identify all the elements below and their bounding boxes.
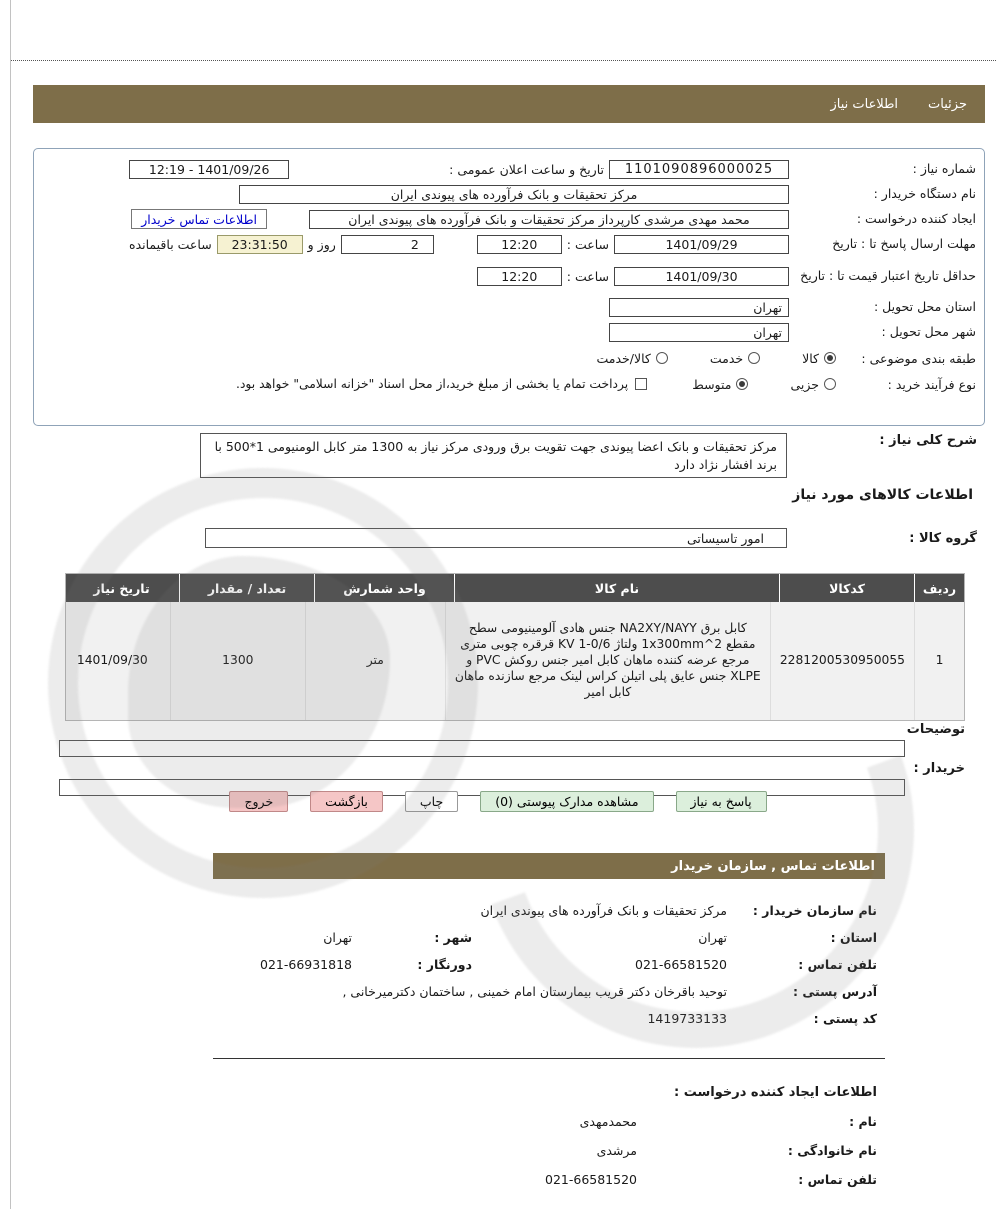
table-header-cell: نام کالا bbox=[454, 574, 779, 602]
radio-option[interactable] bbox=[710, 351, 760, 366]
table-cell-unit: متر bbox=[305, 602, 445, 720]
remaining-days-suffix: روز و bbox=[307, 236, 336, 252]
request-creator-row bbox=[42, 209, 976, 229]
reply-deadline-date-field[interactable]: 1401/09/29 bbox=[614, 235, 789, 254]
view-attachments-button[interactable]: مشاهده مدارک پیوستی (0) bbox=[480, 791, 653, 812]
goods-table bbox=[65, 573, 965, 721]
city-value: تهران bbox=[323, 930, 352, 945]
need-number-row bbox=[42, 159, 976, 179]
table-row bbox=[66, 602, 964, 720]
price-validity-row bbox=[42, 260, 976, 292]
reply-deadline-time-field[interactable]: 12:20 bbox=[477, 235, 562, 254]
process-type-row bbox=[42, 374, 976, 394]
countdown-timer: 23:31:50 bbox=[217, 235, 303, 254]
delivery-province-label: استان محل تحویل : bbox=[873, 299, 976, 315]
print-button[interactable]: چاپ bbox=[405, 791, 458, 812]
table-cell-qty: 1300 bbox=[170, 602, 305, 720]
org-name-value: مرکز تحقیقات و بانک فرآورده های پیوندی ایران bbox=[480, 903, 727, 918]
buyer-remarks-label: خریدار : bbox=[913, 761, 965, 776]
subject-class-row bbox=[42, 348, 976, 368]
province-value: تهران bbox=[698, 930, 727, 945]
back-button[interactable]: بازگشت bbox=[310, 791, 383, 812]
radio-label: کالا/خدمت bbox=[596, 350, 651, 366]
exit-button[interactable]: خروج bbox=[229, 791, 288, 812]
creator-phone-row bbox=[213, 1172, 885, 1187]
radio-icon[interactable] bbox=[656, 352, 668, 364]
table-cell-code: 2281200530950055 bbox=[770, 602, 914, 720]
creator-first-name-label: نام : bbox=[849, 1114, 877, 1129]
table-cell-row: 1 bbox=[914, 602, 964, 720]
announce-datetime-field[interactable]: 1401/09/26 - 12:19 bbox=[129, 160, 289, 179]
remaining-hours-label: ساعت باقیمانده bbox=[129, 236, 212, 252]
buyer-org-label: نام دستگاه خریدار : bbox=[873, 186, 976, 202]
radio-icon[interactable] bbox=[748, 352, 760, 364]
radio-label: کالا bbox=[802, 350, 819, 366]
subject-class-label: طبقه بندی موضوعی : bbox=[861, 350, 976, 366]
radio-icon[interactable] bbox=[824, 378, 836, 390]
remarks-label: توضیحات bbox=[906, 722, 965, 737]
city-label: شهر : bbox=[434, 930, 472, 945]
fax-label: دورنگار : bbox=[417, 957, 472, 972]
price-validity-time-label: ساعت : bbox=[566, 268, 609, 284]
table-header-cell: کدکالا bbox=[779, 574, 914, 602]
remarks-input[interactable] bbox=[59, 740, 905, 757]
left-border-line bbox=[10, 0, 11, 1209]
radio-label: خدمت bbox=[709, 350, 744, 366]
request-creator-label: ایجاد کننده درخواست : bbox=[856, 211, 976, 227]
reply-to-need-button[interactable]: پاسخ به نیاز bbox=[676, 791, 767, 812]
goods-table-header-row bbox=[66, 574, 964, 602]
address-value: توحید باقرخان دکتر قریب بیمارستان امام خمینی , ساختمان دکترمیرخانی , bbox=[342, 984, 727, 999]
goods-group-label: گروه کالا : bbox=[909, 530, 977, 546]
remaining-days-field: 2 bbox=[341, 235, 434, 254]
postal-code-label: کد پستی : bbox=[813, 1011, 877, 1026]
postal-code-value: 1419733133 bbox=[647, 1011, 727, 1026]
buyer-org-row bbox=[42, 184, 976, 204]
section-divider bbox=[213, 1058, 885, 1059]
creator-phone-label: تلفن تماس : bbox=[798, 1172, 877, 1187]
address-row bbox=[213, 984, 885, 999]
need-number-field[interactable]: 1101090896000025 bbox=[609, 160, 789, 179]
creator-first-name-value: محمدمهدی bbox=[579, 1114, 637, 1129]
process-type-label: نوع فرآیند خرید : bbox=[887, 376, 976, 392]
table-cell-need_date: 1401/09/30 bbox=[76, 653, 148, 667]
radio-option[interactable] bbox=[692, 377, 748, 392]
postal-code-row bbox=[213, 1011, 885, 1026]
radio-icon[interactable] bbox=[824, 352, 836, 364]
announce-datetime-label: تاریخ و ساعت اعلان عمومی : bbox=[449, 161, 604, 177]
creator-last-name-label: نام خانوادگی : bbox=[787, 1143, 877, 1158]
org-name-label: نام سازمان خریدار : bbox=[752, 903, 877, 918]
reply-deadline-row bbox=[42, 234, 976, 254]
radio-option[interactable] bbox=[802, 351, 836, 366]
delivery-city-label: شهر محل تحویل : bbox=[881, 324, 976, 340]
top-dotted-divider bbox=[11, 60, 996, 61]
province-city-row bbox=[213, 930, 885, 945]
radio-option[interactable] bbox=[596, 351, 667, 366]
creator-last-name-value: مرشدی bbox=[596, 1143, 637, 1158]
need-description-label: شرح کلی نیاز : bbox=[879, 433, 977, 448]
need-number-label: شماره نیاز : bbox=[912, 161, 976, 177]
radio-option[interactable] bbox=[790, 377, 836, 392]
goods-group-row bbox=[33, 528, 985, 548]
table-header-cell: واحد شمارش bbox=[314, 574, 454, 602]
buyer-contact-link[interactable]: اطلاعات تماس خریدار bbox=[131, 209, 267, 229]
process-type-options bbox=[650, 377, 836, 392]
table-header-cell: تاریخ نیاز bbox=[93, 580, 150, 596]
treasury-checkbox-label: پرداخت تمام یا بخشی از مبلغ خرید،از محل اسناد "خزانه اسلامی" خواهد بود. bbox=[236, 377, 629, 391]
action-buttons bbox=[0, 791, 996, 812]
tab-details[interactable]: جزئیات bbox=[928, 96, 967, 112]
price-validity-label: حداقل تاریخ اعتبار قیمت تا : تاریخ bbox=[800, 268, 976, 284]
buyer-org-field[interactable]: مرکز تحقیقات و بانک فرآورده های پیوندی ایران bbox=[239, 185, 789, 204]
price-validity-date-field[interactable]: 1401/09/30 bbox=[614, 267, 789, 286]
goods-group-field[interactable]: امور تاسیساتی bbox=[205, 528, 787, 548]
radio-label: متوسط bbox=[692, 376, 732, 392]
buyer-contact-section bbox=[213, 853, 885, 1187]
fax-value: 021-66931818 bbox=[260, 957, 352, 972]
creator-first-name-row bbox=[213, 1114, 885, 1129]
delivery-province-row bbox=[42, 297, 976, 317]
table-header-cell: تعداد / مقدار bbox=[179, 574, 314, 602]
table-header-cell: ردیف bbox=[914, 574, 964, 602]
org-name-row bbox=[213, 903, 885, 918]
creator-last-name-row bbox=[213, 1143, 885, 1158]
request-creator-field[interactable]: محمد مهدی مرشدی کارپرداز مرکز تحقیقات و بانک فرآورده های پیوندی ایران bbox=[309, 210, 789, 229]
need-summary-form bbox=[33, 148, 985, 426]
delivery-province-field[interactable]: تهران bbox=[609, 298, 789, 317]
subject-class-options bbox=[554, 351, 836, 366]
address-label: آدرس پستی : bbox=[792, 984, 877, 999]
delivery-city-field[interactable]: تهران bbox=[609, 323, 789, 342]
creator-phone-value: 021-66581520 bbox=[545, 1172, 637, 1187]
goods-section-title: اطلاعات کالاهای مورد نیاز bbox=[792, 487, 973, 503]
reply-deadline-label: مهلت ارسال پاسخ تا : تاریخ bbox=[832, 236, 976, 252]
delivery-city-row bbox=[42, 322, 976, 342]
reply-deadline-time-label: ساعت : bbox=[566, 236, 609, 252]
remarks-section bbox=[33, 722, 985, 796]
need-description-section bbox=[33, 433, 985, 478]
treasury-checkbox[interactable] bbox=[635, 378, 647, 390]
province-label: استان : bbox=[830, 930, 877, 945]
phone-value: 021-66581520 bbox=[635, 957, 727, 972]
need-description-text: مرکز تحقیقات و بانک اعضا پیوندی جهت تقویت برق ورودی مرکز نیاز به 1300 متر کابل الومنیومی 1*500 با برند افشار نژاد دارد bbox=[200, 433, 787, 478]
table-cell-name: کابل برق NA2XY/NAYY جنس هادی آلومینیومی سطح مقطع 1x300mm^2 ولتاژ 0/6-1 KV قرقره چوبی متری مرجع عرضه کننده ماهان کابل امیر جنس روکش PVC و XLPE جنس عایق پلی اتیلن کراس لینک مرجع سازنده ماهان کابل امیر bbox=[445, 602, 770, 720]
phone-label: تلفن تماس : bbox=[798, 957, 877, 972]
creator-info-title: اطلاعات ایجاد کننده درخواست : bbox=[674, 1085, 877, 1100]
tab-bar bbox=[33, 85, 985, 123]
radio-label: جزیی bbox=[790, 376, 819, 392]
buyer-contact-title-bar: اطلاعات تماس , سازمان خریدار bbox=[213, 853, 885, 879]
price-validity-time-field[interactable]: 12:20 bbox=[477, 267, 562, 286]
goods-table-body bbox=[66, 602, 964, 720]
phone-fax-row bbox=[213, 957, 885, 972]
radio-icon[interactable] bbox=[736, 378, 748, 390]
tab-need-info[interactable]: اطلاعات نیاز bbox=[830, 96, 899, 112]
